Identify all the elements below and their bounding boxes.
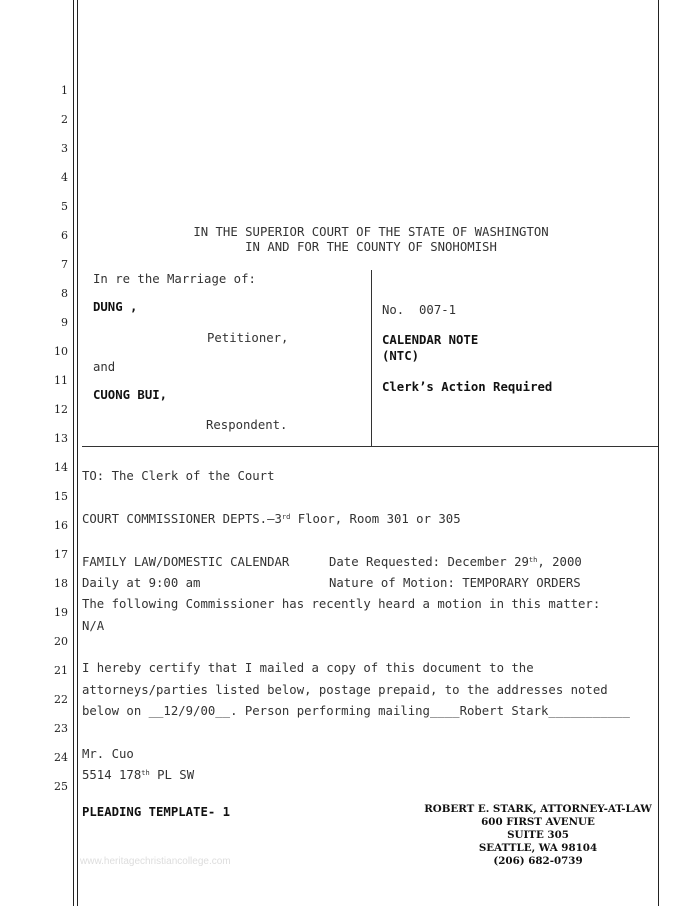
line-number: 18 [54, 577, 68, 590]
daily-time: Daily at 9:00 am [82, 576, 201, 590]
line-number: 25 [54, 780, 68, 793]
line-number: 21 [54, 664, 68, 677]
line-number: 10 [54, 345, 68, 358]
right-margin-rule [658, 0, 659, 906]
line-number: 24 [54, 751, 68, 764]
line-number: 22 [54, 693, 68, 706]
line-number: 5 [61, 200, 68, 213]
caption-bottom-rule [82, 446, 658, 447]
dept-line: COURT COMMISSIONER DEPTS.–3rd Floor, Room 301 or 305 [82, 512, 461, 526]
attorney-phone: (206) 682-0739 [493, 855, 583, 867]
respondent-name: CUONG BUI, [93, 388, 168, 402]
line-number: 9 [61, 316, 68, 329]
clerk-action: Clerk’s Action Required [382, 380, 553, 394]
line-number: 20 [54, 635, 68, 648]
line-number: 7 [61, 258, 68, 271]
address-name: Mr. Cuo [82, 747, 134, 761]
to-clerk: TO: The Clerk of the Court [82, 469, 275, 483]
attorney-street: 600 FIRST AVENUE [481, 816, 595, 828]
line-number: 15 [54, 490, 68, 503]
nature-of-motion: Nature of Motion: TEMPORARY ORDERS [329, 576, 581, 590]
line-number: 2 [61, 113, 68, 126]
left-margin-rule-inner [77, 0, 78, 906]
certify-line-2: attorneys/parties listed below, postage prepaid, to the addresses noted [82, 683, 608, 697]
line-number: 13 [54, 432, 68, 445]
case-number: No. 007-1 [382, 303, 457, 317]
line-number: 8 [61, 287, 68, 300]
address-street: 5514 178th PL SW [82, 768, 195, 782]
line-number: 11 [54, 374, 68, 387]
certify-line-1: I hereby certify that I mailed a copy of this document to the [82, 661, 534, 675]
line-number: 4 [61, 171, 68, 184]
attorney-name: ROBERT E. STARK, ATTORNEY-AT-LAW [424, 803, 652, 815]
respondent-label: Respondent. [206, 418, 288, 432]
court-heading-2: IN AND FOR THE COUNTY OF SNOHOMISH [245, 240, 497, 254]
left-margin-rule-outer [73, 0, 74, 906]
watermark: www.heritagechristiancollege.com [80, 856, 231, 867]
line-number: 17 [54, 548, 68, 561]
court-heading-1: IN THE SUPERIOR COURT OF THE STATE OF WASHINGTON [193, 225, 549, 239]
petitioner-label: Petitioner, [207, 331, 289, 345]
line-number: 23 [54, 722, 68, 735]
line-number: 19 [54, 606, 68, 619]
and-label: and [93, 360, 116, 374]
attorney-suite: SUITE 305 [507, 829, 569, 841]
line-number: 16 [54, 519, 68, 532]
caption-divider [371, 270, 372, 446]
commissioner-line: The following Commissioner has recently heard a motion in this matter: [82, 597, 601, 611]
line-number: 3 [61, 142, 68, 155]
commissioner-value: N/A [82, 619, 105, 633]
line-number: 12 [54, 403, 68, 416]
calendar-type: FAMILY LAW/DOMESTIC CALENDAR [82, 555, 290, 569]
attorney-block [420, 803, 656, 868]
line-number: 6 [61, 229, 68, 242]
document-title: CALENDAR NOTE [382, 333, 479, 347]
attorney-city: SEATTLE, WA 98104 [478, 842, 598, 854]
pleading-template-label: PLEADING TEMPLATE- 1 [82, 805, 231, 819]
document-code: (NTC) [382, 349, 420, 363]
in-re-label: In re the Marriage of: [93, 272, 256, 286]
petitioner-name: DUNG , [93, 300, 138, 314]
certify-line-3: below on __12/9/00__. Person performing mailing____Robert Stark___________ [82, 704, 630, 718]
date-requested: Date Requested: December 29th, 2000 [329, 555, 582, 569]
line-number: 14 [54, 461, 68, 474]
line-number: 1 [61, 84, 68, 97]
